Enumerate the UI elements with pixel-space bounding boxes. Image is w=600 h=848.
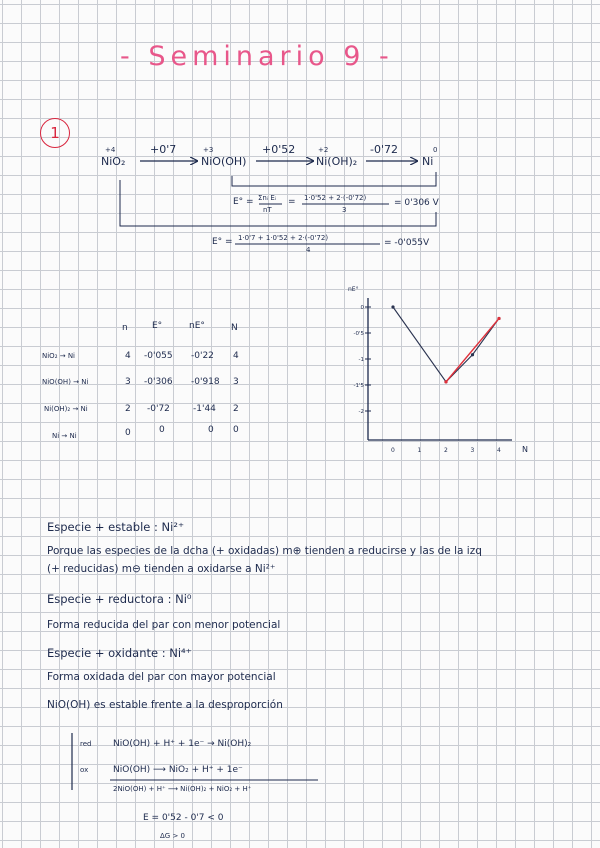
redox-ox-eq: NiO(OH) ⟶ NiO₂ + H⁺ + 1e⁻ xyxy=(113,765,243,775)
redox-red-label: red xyxy=(80,740,92,748)
ox-state: +3 xyxy=(203,146,214,154)
potential-label: +0'7 xyxy=(150,143,177,156)
note-line: Especie + estable : Ni²⁺ xyxy=(47,520,185,534)
eq1-frac-num: Σnᵢ Eᵢ xyxy=(258,194,277,202)
row-N: 4 xyxy=(233,351,239,361)
row-e: -0'306 xyxy=(144,377,173,387)
redox-ox-label: ox xyxy=(80,766,89,774)
row-n: 4 xyxy=(125,351,131,361)
y-tick-label: -2 xyxy=(358,409,364,415)
row-label: NiO₂ → Ni xyxy=(42,352,75,360)
note-line: Forma oxidada del par con mayor potencial xyxy=(47,671,276,683)
table-header-e: E° xyxy=(152,321,163,331)
eq2-den: 4 xyxy=(306,246,311,254)
note-line: Forma reducida del par con menor potencial xyxy=(47,619,281,631)
row-ne: -0'22 xyxy=(191,351,214,361)
eq1-frac-den: nT xyxy=(263,206,272,214)
species-ni: Ni xyxy=(422,155,434,168)
x-axis-label: N xyxy=(522,445,528,454)
redox-e-line: E = 0'52 - 0'7 < 0 xyxy=(143,813,224,823)
eq2-num: 1·0'7 + 1·0'52 + 2·(-0'72) xyxy=(238,234,329,242)
ox-state: +2 xyxy=(318,146,329,154)
y-tick-label: -1 xyxy=(358,357,364,363)
y-tick-label: 0 xyxy=(360,305,364,311)
note-line: Especie + reductora : Ni⁰ xyxy=(47,592,192,606)
eq1-result: = 0'306 V xyxy=(394,198,439,208)
x-tick-label: 0 xyxy=(391,447,395,454)
row-n: 2 xyxy=(125,404,131,414)
row-label: Ni(OH)₂ → Ni xyxy=(44,405,88,413)
note-line: Especie + oxidante : Ni⁴⁺ xyxy=(47,646,192,660)
row-ne: -1'44 xyxy=(193,404,216,414)
potential-label: -0'72 xyxy=(370,143,398,156)
row-ne: 0 xyxy=(208,425,214,435)
table-header-n: n xyxy=(122,323,128,333)
ox-state: +4 xyxy=(105,146,116,154)
eq2-result: = -0'055V xyxy=(384,238,430,248)
x-tick-label: 2 xyxy=(444,447,448,454)
redox-red-eq: NiO(OH) + H⁺ + 1e⁻ → Ni(OH)₂ xyxy=(113,739,252,749)
note-line: Porque las especies de la dcha (+ oxidadas) m⊕ tienden a reducirse y las de la izq xyxy=(47,545,482,557)
table-header-ne: nE° xyxy=(189,321,205,331)
row-e: 0 xyxy=(159,425,165,435)
species-nioh2: Ni(OH)₂ xyxy=(316,155,358,168)
y-tick-label: -0'5 xyxy=(353,331,364,337)
note-line: NiO(OH) es estable frente a la desproporción xyxy=(47,699,283,711)
redox-sum-eq: 2NiO(OH) + H⁺ ⟶ Ni(OH)₂ + NiO₂ + H⁺ xyxy=(113,785,252,793)
y-tick-label: -1'5 xyxy=(353,383,364,389)
problem-number: 1 xyxy=(40,118,70,148)
row-e: -0'72 xyxy=(147,404,170,414)
redox-g-line: ΔG > 0 xyxy=(160,832,185,840)
row-N: 0 xyxy=(233,425,239,435)
ox-state: 0 xyxy=(433,146,438,154)
table-header-N: N xyxy=(231,323,238,333)
row-N: 3 xyxy=(233,377,239,387)
potential-label: +0'52 xyxy=(262,143,296,156)
x-tick-label: 4 xyxy=(497,447,501,454)
eq1-equals: = xyxy=(288,197,296,207)
row-label: NiO(OH) → Ni xyxy=(42,378,89,386)
row-n: 3 xyxy=(125,377,131,387)
eq1-den: 3 xyxy=(342,206,347,214)
row-e: -0'055 xyxy=(144,351,173,361)
row-label: Ni → Ni xyxy=(52,432,77,440)
x-tick-label: 3 xyxy=(470,447,475,454)
row-n: 0 xyxy=(125,428,131,438)
eq2-lhs: E° = xyxy=(212,237,233,247)
row-ne: -0'918 xyxy=(191,377,220,387)
row-N: 2 xyxy=(233,404,239,414)
y-axis-label: nE° xyxy=(348,286,359,293)
note-line: (+ reducidas) m⊖ tienden a oxidarse a Ni²⁺ xyxy=(47,563,276,575)
x-tick-label: 1 xyxy=(417,447,422,454)
eq1-num: 1·0'52 + 2·(-0'72) xyxy=(304,194,367,202)
species-nioоh: NiO(OH) xyxy=(201,155,247,168)
eq1-lhs: E° = xyxy=(233,197,254,207)
species-nio2: NiO₂ xyxy=(101,155,126,168)
page-title: - Seminario 9 - xyxy=(120,41,394,72)
